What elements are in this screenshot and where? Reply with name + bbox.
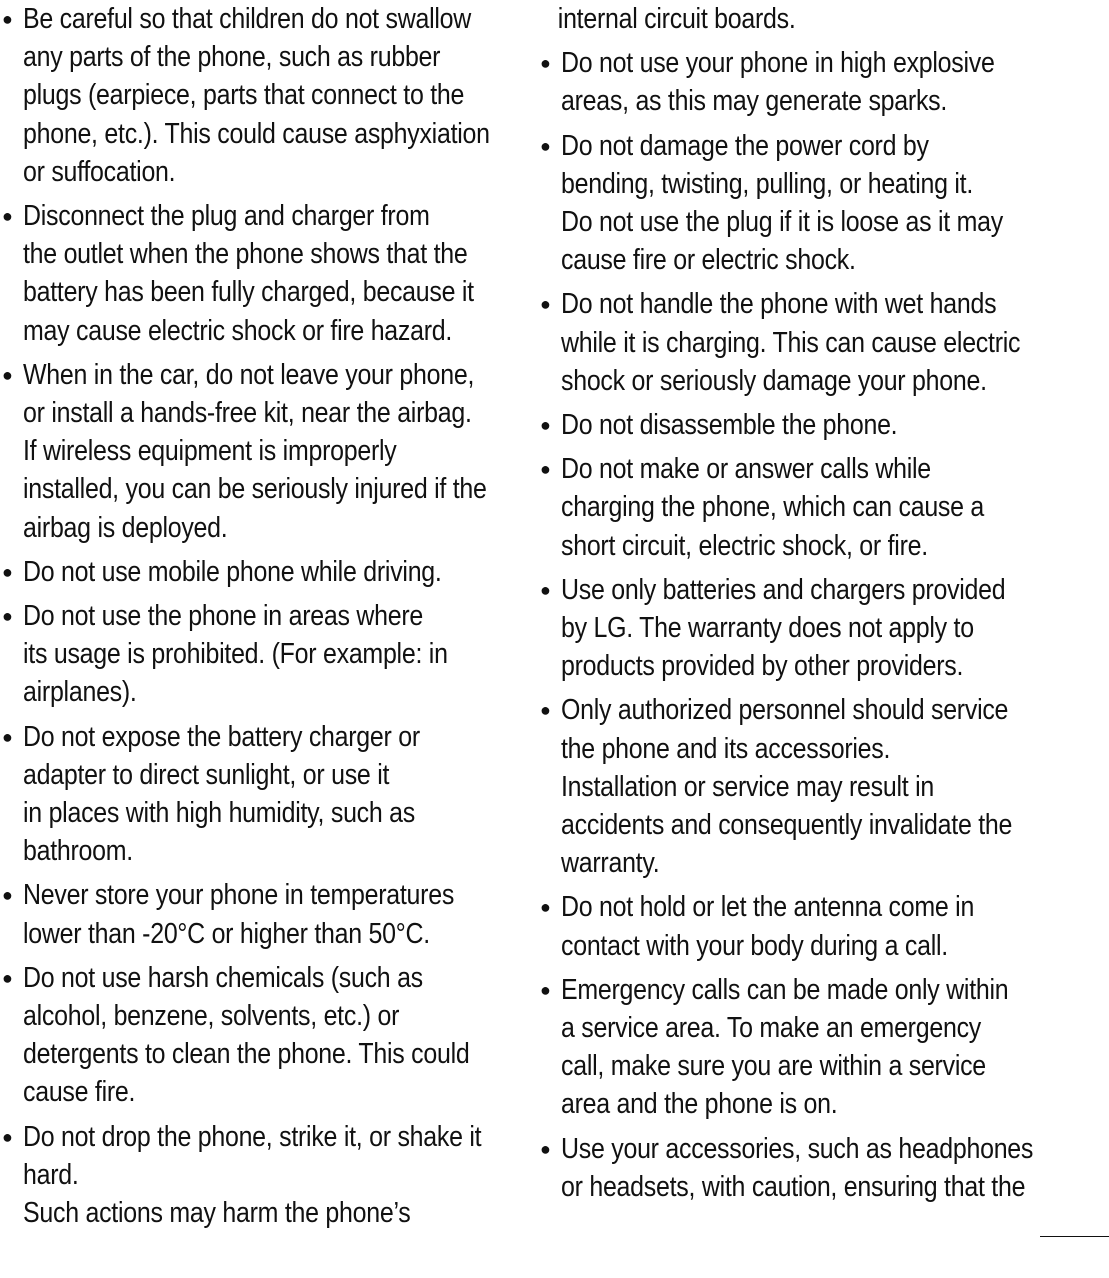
item-text-line: products provided by other providers. bbox=[561, 650, 964, 683]
list-item bbox=[538, 691, 1058, 882]
item-text-line: warranty. bbox=[561, 847, 660, 880]
item-text-line: areas, as this may generate sparks. bbox=[561, 85, 948, 118]
right-column bbox=[538, 0, 1058, 1212]
item-text-line: Use your accessories, such as headphones bbox=[561, 1132, 1034, 1165]
item-text-line: accidents and consequently invalidate the bbox=[561, 809, 1013, 842]
left-safety-list bbox=[0, 0, 510, 1232]
item-text-line: cause fire or electric shock. bbox=[561, 244, 856, 277]
item-text-line: the phone and its accessories. bbox=[561, 732, 891, 765]
bullet-icon: ● bbox=[540, 53, 551, 74]
list-item bbox=[0, 553, 510, 591]
bullet-icon: ● bbox=[2, 206, 13, 227]
item-text-line: alcohol, benzene, solvents, etc.) or bbox=[23, 1000, 400, 1033]
list-item bbox=[538, 888, 1058, 964]
list-item bbox=[538, 406, 1058, 444]
item-text-line: phone, etc.). This could cause asphyxiation bbox=[23, 117, 490, 150]
page-footer-rule bbox=[1040, 1236, 1109, 1237]
item-text-line: charging the phone, which can cause a bbox=[561, 491, 985, 524]
list-item bbox=[538, 127, 1058, 280]
item-text-line: cause fire. bbox=[23, 1076, 136, 1109]
bullet-icon: ● bbox=[2, 885, 13, 906]
item-text-line: Do not drop the phone, strike it, or shake it bbox=[23, 1120, 482, 1153]
bullet-icon: ● bbox=[2, 606, 13, 627]
item-text-line: bending, twisting, pulling, or heating it. bbox=[561, 167, 974, 200]
bullet-icon: ● bbox=[2, 967, 13, 988]
list-item bbox=[0, 0, 510, 191]
item-text-line: Do not disassemble the phone. bbox=[561, 409, 898, 442]
bullet-icon: ● bbox=[2, 364, 13, 385]
bullet-icon: ● bbox=[540, 979, 551, 1000]
item-text-line: Do not use mobile phone while driving. bbox=[23, 555, 442, 588]
item-text-line: in places with high humidity, such as bbox=[23, 797, 416, 830]
left-column bbox=[0, 0, 510, 1238]
item-text-line: airbag is deployed. bbox=[23, 511, 228, 544]
right-safety-list bbox=[538, 44, 1058, 1206]
item-text-line: lower than -20°C or higher than 50°C. bbox=[23, 917, 430, 950]
list-item bbox=[538, 1130, 1058, 1206]
item-text-line: or install a hands-free kit, near the airbag. bbox=[23, 397, 472, 430]
item-text-line: battery has been fully charged, because it bbox=[23, 276, 474, 309]
item-text-line: Use only batteries and chargers provided bbox=[561, 573, 1006, 606]
list-item bbox=[0, 876, 510, 952]
item-text-line: Do not use the phone in areas where bbox=[23, 600, 423, 633]
item-text-line: Emergency calls can be made only within bbox=[561, 973, 1009, 1006]
item-text-line: contact with your body during a call. bbox=[561, 929, 948, 962]
bullet-icon: ● bbox=[540, 700, 551, 721]
bullet-icon: ● bbox=[540, 897, 551, 918]
item-text-line: detergents to clean the phone. This could bbox=[23, 1038, 470, 1071]
item-text-line: shock or seriously damage your phone. bbox=[561, 364, 987, 397]
item-text-line: Do not use your phone in high explosive bbox=[561, 47, 995, 80]
item-text-line: Do not use harsh chemicals (such as bbox=[23, 961, 423, 994]
item-text-line: plugs (earpiece, parts that connect to the bbox=[23, 79, 465, 112]
bullet-icon: ● bbox=[2, 1126, 13, 1147]
item-text-line: Do not make or answer calls while bbox=[561, 453, 931, 486]
item-text-line: Be careful so that children do not swallow bbox=[23, 3, 472, 35]
list-item bbox=[538, 44, 1058, 120]
bullet-icon: ● bbox=[2, 726, 13, 747]
bullet-icon: ● bbox=[2, 561, 13, 582]
item-text-line: any parts of the phone, such as rubber bbox=[23, 41, 441, 74]
item-text-line: short circuit, electric shock, or fire. bbox=[561, 529, 928, 562]
item-text-line: bathroom. bbox=[23, 835, 133, 868]
item-text-line: adapter to direct sunlight, or use it bbox=[23, 758, 390, 791]
item-text-line: Do not hold or let the antenna come in bbox=[561, 891, 975, 924]
item-text-line: by LG. The warranty does not apply to bbox=[561, 612, 974, 645]
item-text-line: Disconnect the plug and charger from bbox=[23, 200, 430, 233]
item-text-line: Such actions may harm the phone’s bbox=[23, 1197, 411, 1230]
bullet-icon: ● bbox=[540, 459, 551, 480]
bullet-icon: ● bbox=[540, 415, 551, 436]
list-item bbox=[538, 571, 1058, 686]
item-text-line: Do not damage the power cord by bbox=[561, 129, 929, 162]
bullet-icon: ● bbox=[2, 9, 13, 29]
bullet-icon: ● bbox=[540, 1138, 551, 1159]
item-text-line: area and the phone is on. bbox=[561, 1088, 838, 1121]
list-item bbox=[538, 450, 1058, 565]
item-text-line: airplanes). bbox=[23, 676, 137, 709]
item-text-line: or headsets, with caution, ensuring that the bbox=[561, 1170, 1026, 1203]
item-text-line: Never store your phone in temperatures bbox=[23, 879, 455, 912]
item-text-line: installed, you can be seriously injured if the bbox=[23, 473, 487, 506]
item-text-line: may cause electric shock or fire hazard. bbox=[23, 314, 453, 347]
item-text-line: or suffocation. bbox=[23, 155, 176, 188]
item-text-line: a service area. To make an emergency bbox=[561, 1012, 982, 1045]
item-text-line: If wireless equipment is improperly bbox=[23, 435, 397, 468]
list-item bbox=[538, 285, 1058, 400]
list-item bbox=[0, 959, 510, 1112]
item-text-line: Do not expose the battery charger or bbox=[23, 720, 420, 753]
item-text-line: its usage is prohibited. (For example: in bbox=[23, 638, 448, 671]
item-text-line: call, make sure you are within a service bbox=[561, 1050, 986, 1083]
item-text-line: while it is charging. This can cause electric bbox=[561, 326, 1021, 359]
bullet-icon: ● bbox=[540, 579, 551, 600]
bullet-icon: ● bbox=[540, 294, 551, 315]
item-text-line: the outlet when the phone shows that the bbox=[23, 238, 468, 271]
item-text-line: hard. bbox=[23, 1158, 79, 1191]
item-text-line: Do not handle the phone with wet hands bbox=[561, 288, 997, 321]
list-item bbox=[0, 356, 510, 547]
item-text-line: When in the car, do not leave your phone, bbox=[23, 358, 475, 391]
bullet-icon: ● bbox=[540, 135, 551, 156]
list-item bbox=[0, 197, 510, 350]
item-text-line: Do not use the plug if it is loose as it may bbox=[561, 206, 1003, 239]
list-item bbox=[538, 971, 1058, 1124]
list-item bbox=[0, 718, 510, 871]
item-text-line: Only authorized personnel should service bbox=[561, 694, 1009, 727]
continuation-text: internal circuit boards. bbox=[557, 3, 796, 35]
list-item bbox=[0, 597, 510, 712]
item-text-line: Installation or service may result in bbox=[561, 770, 935, 803]
list-item bbox=[0, 1118, 510, 1233]
